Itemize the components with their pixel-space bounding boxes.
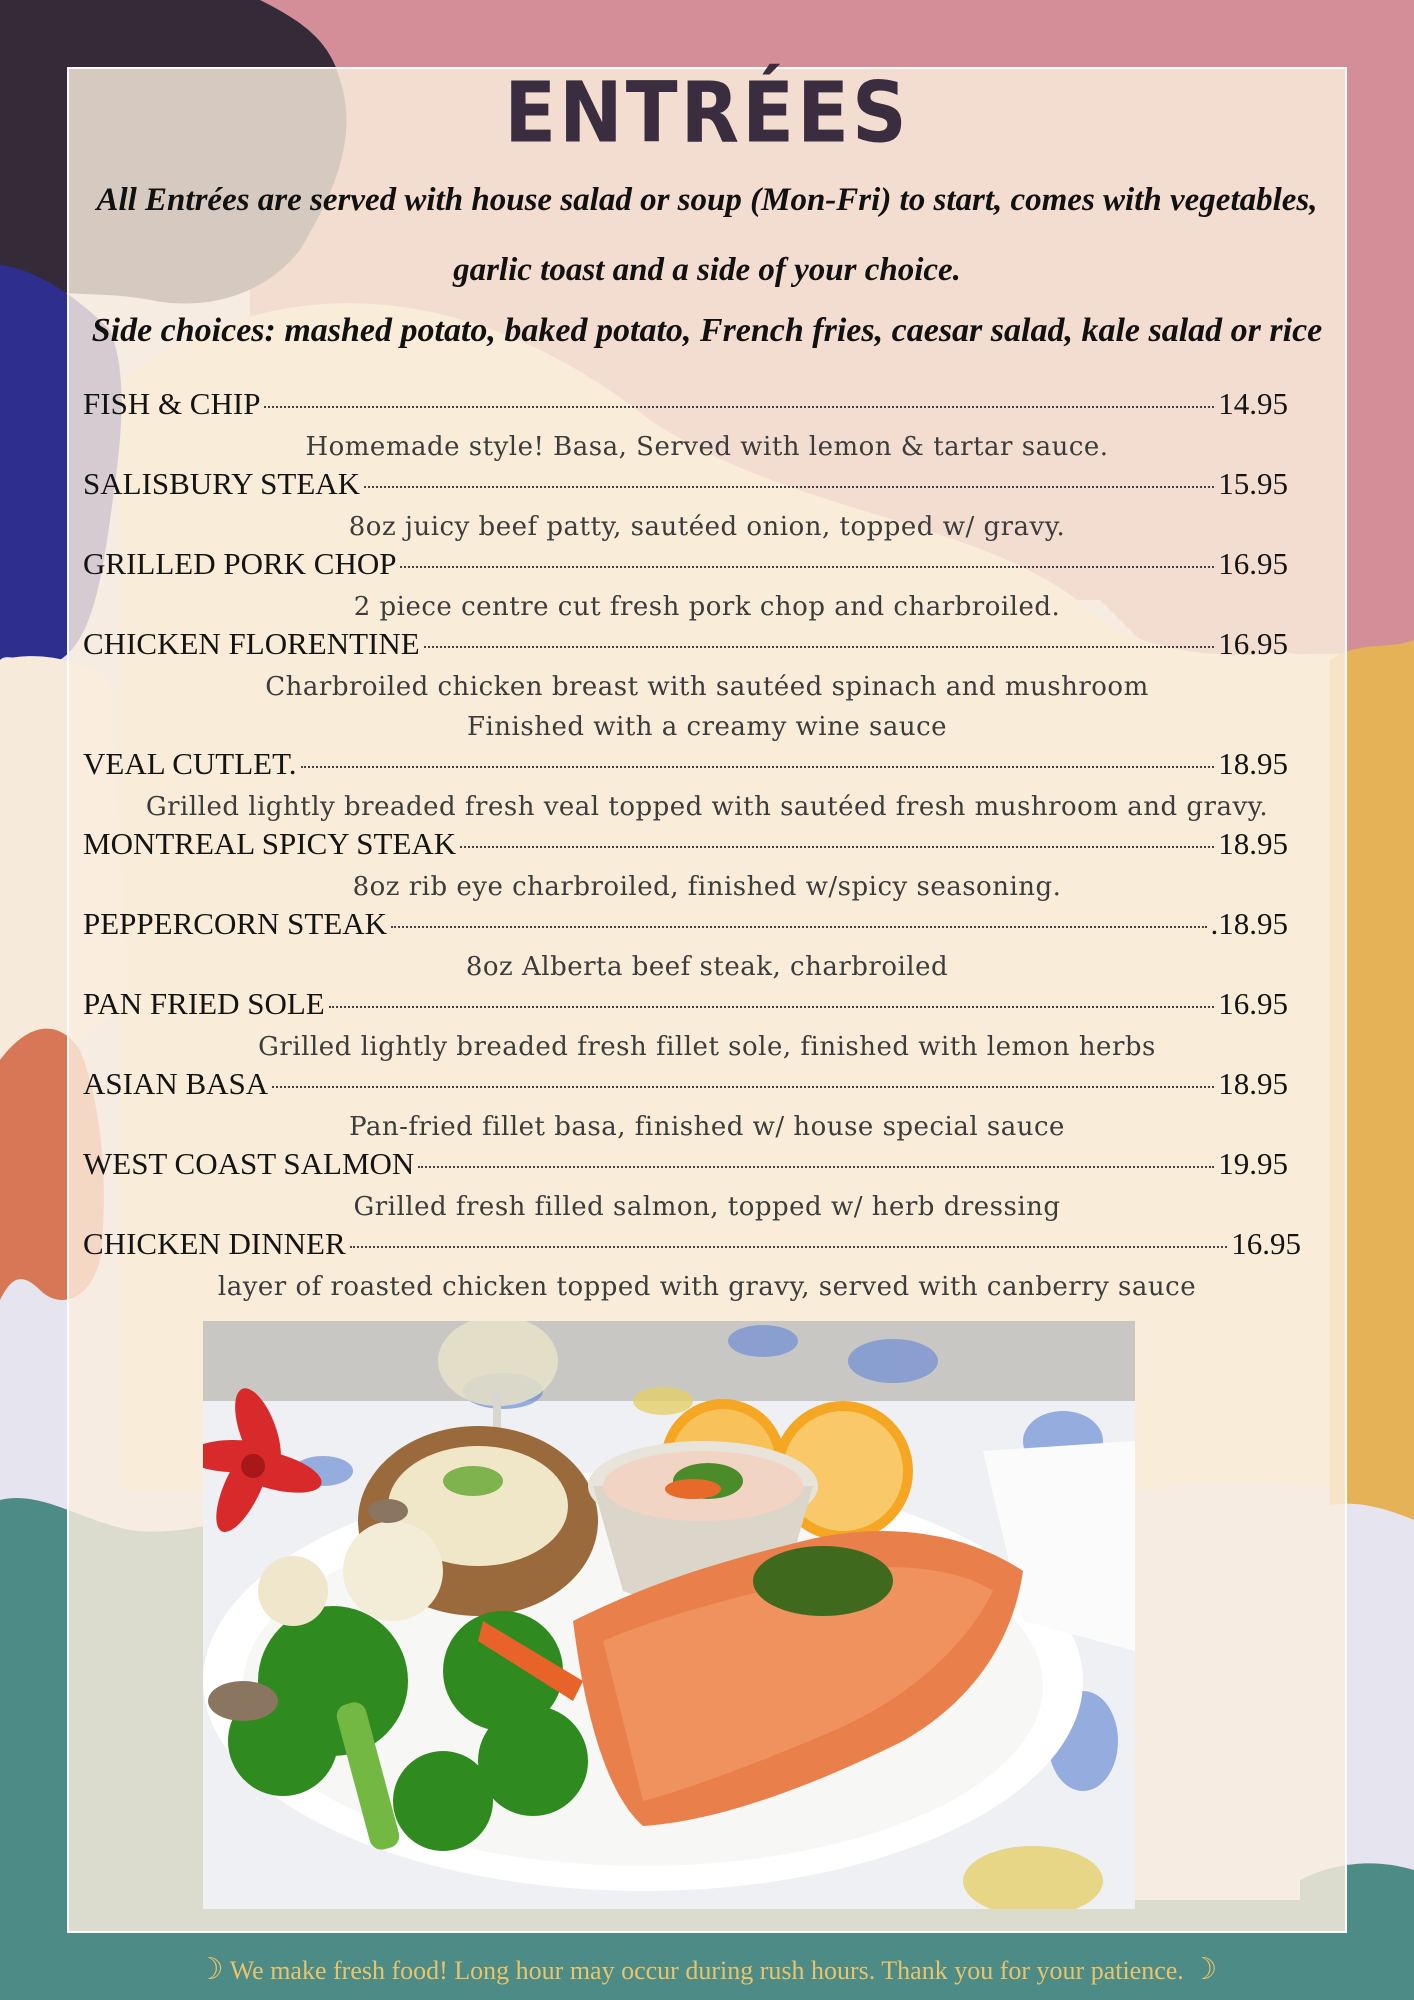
item-name: CHICKEN DINNER [83,1226,346,1261]
item-description: 8oz Alberta beef steak, charbroiled [465,952,949,982]
item-price: 15.95 [1218,466,1288,501]
item-description: Homemade style! Basa, Served with lemon & tartar sauce. [305,432,1109,462]
item-description: Grilled lightly breaded fresh veal topped with sautéed fresh mushroom and gravy. [145,792,1269,822]
item-price: 19.95 [1218,1146,1288,1181]
item-name: VEAL CUTLET. [83,746,297,781]
footer-text: We make fresh food! Long hour may occur during rush hours. Thank you for your patience. [229,1956,1184,1985]
menu-item [83,1066,1288,1106]
dot-leader [301,766,1215,768]
dot-leader [424,646,1215,648]
item-name: WEST COAST SALMON [83,1146,415,1181]
item-description: Finished with a creamy wine sauce [466,712,948,742]
item-name: SALISBURY STEAK [83,466,361,501]
dot-leader [400,566,1214,568]
item-price: 16.95 [1218,626,1288,661]
item-name: CHICKEN FLORENTINE [83,626,420,661]
menu-item [83,1146,1288,1186]
menu-item [83,466,1288,506]
footer [0,1952,1414,1987]
item-description: Charbroiled chicken breast with sautéed spinach and mushroom [265,672,1149,702]
item-description: 2 piece centre cut fresh pork chop and charbroiled. [353,592,1061,622]
menu-item [83,746,1288,786]
item-price: 16.95 [1218,546,1288,581]
item-name: MONTREAL SPICY STEAK [83,826,457,861]
dot-leader [264,406,1214,408]
dot-leader [350,1246,1228,1248]
dot-leader [391,926,1206,928]
menu-item [83,546,1288,586]
salmon-plate-illustration [203,1321,1135,1909]
menu-item [83,906,1288,946]
item-description: Grilled lightly breaded fresh fillet sole, finished with lemon herbs [258,1032,1156,1062]
item-price: 18.95 [1218,826,1288,861]
item-name: ASIAN BASA [83,1066,269,1101]
dot-leader [364,486,1214,488]
dot-leader [460,846,1214,848]
side-choices: Side choices: mashed potato, baked potato, French fries, caesar salad, kale salad or rice [91,312,1323,349]
entree-intro: All Entrées are served with house salad or soup (Mon-Fri) to start, comes with vegetables, garlic toast and a side of your choice. [96,182,1318,288]
item-name: GRILLED PORK CHOP [83,546,397,581]
item-name: PEPPERCORN STEAK [83,906,388,941]
menu-item [83,626,1288,666]
crescent-moon-icon: ☽ [1190,1953,1218,1986]
item-description: layer of roasted chicken topped with gravy, served with canberry sauce [217,1272,1197,1302]
item-price: 18.95 [1218,746,1288,781]
item-description: Pan-fried fillet basa, finished w/ house special sauce [349,1112,1065,1142]
item-description: Grilled fresh filled salmon, topped w/ herb dressing [353,1192,1061,1222]
item-price: 14.95 [1218,386,1288,421]
menu-item [83,826,1288,866]
item-description: 8oz juicy beef patty, sautéed onion, topped w/ gravy. [348,512,1066,542]
dot-leader [272,1086,1214,1088]
crescent-moon-icon: ☽ [196,1953,224,1986]
item-price: 16.95 [1231,1226,1301,1261]
menu-item [83,1226,1301,1266]
menu-item [83,386,1288,426]
dot-leader [418,1166,1214,1168]
item-price: 18.95 [1218,1066,1288,1101]
item-price: .18.95 [1210,906,1288,941]
item-price: 16.95 [1218,986,1288,1021]
item-name: FISH & CHIP [83,386,261,421]
menu-item [83,986,1288,1026]
dot-leader [329,1006,1215,1008]
item-name: PAN FRIED SOLE [83,986,325,1021]
item-description: 8oz rib eye charbroiled, finished w/spicy seasoning. [352,872,1062,902]
food-photo [203,1321,1135,1909]
page-title: ENTRÉES [504,63,910,162]
